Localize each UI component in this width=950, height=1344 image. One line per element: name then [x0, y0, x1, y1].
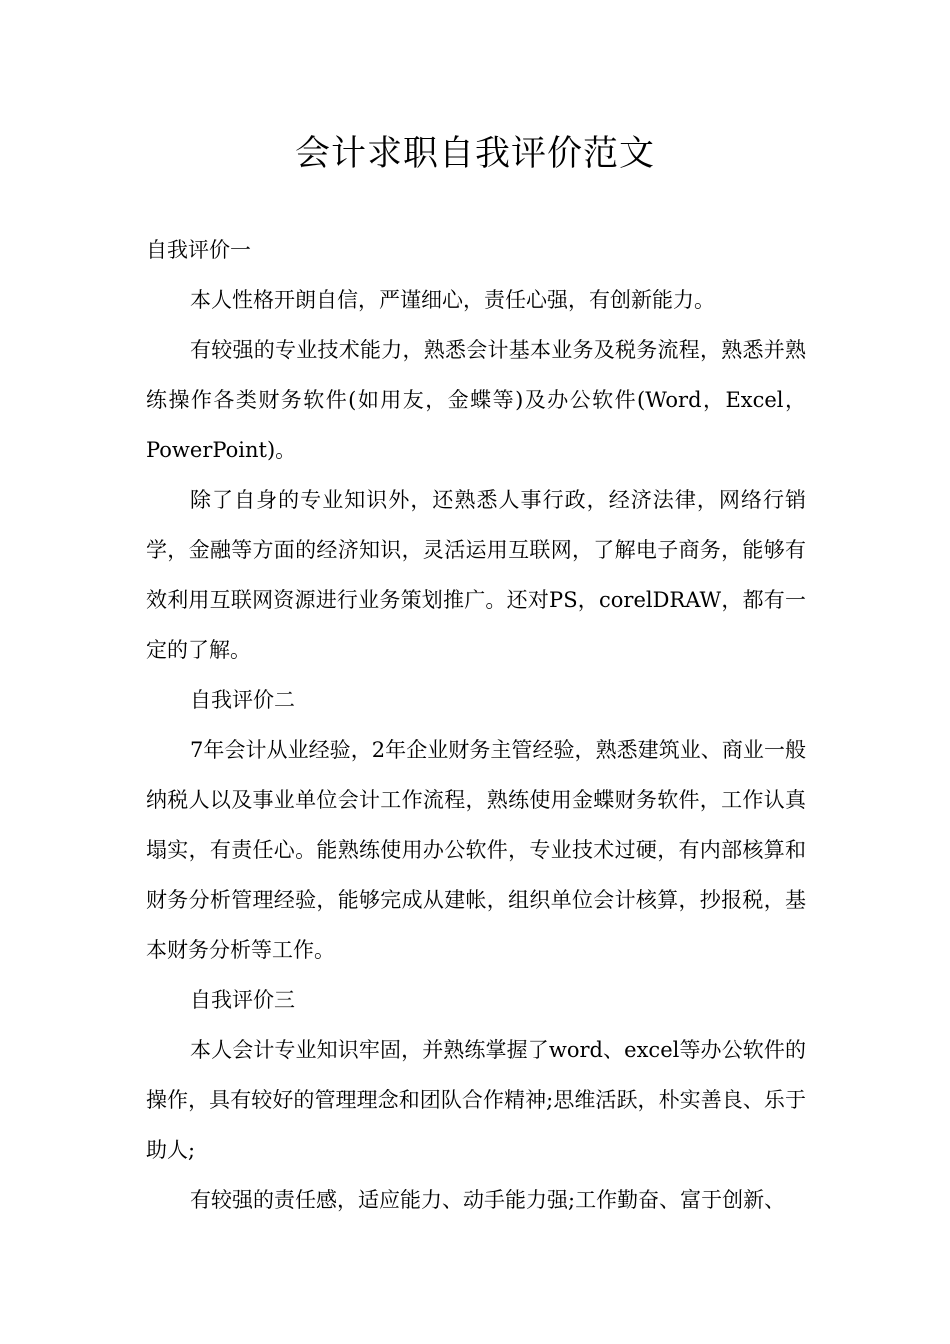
section-heading-3: 自我评价三 — [190, 988, 295, 1012]
paragraph: 有较强的专业技术能力，熟悉会计基本业务及税务流程，熟悉并熟练操作各类财务软件(如用友，金蝶等)及办公软件(Word，Excel，PowerPoint)。 — [146, 338, 806, 462]
paragraph: 7年会计从业经验，2年企业财务主管经验，熟悉建筑业、商业一般纳税人以及事业单位会计工作流程，熟练使用金蝶财务软件，工作认真塌实，有责任心。能熟练使用办公软件，专业技术过硬，有内部核算和财务分析管理经验，能够完成从建帐，组织单位会计核算，抄报税，基本财务分析等工作。 — [146, 738, 806, 962]
paragraph: 本人性格开朗自信，严谨细心，责任心强，有创新能力。 — [190, 288, 715, 312]
section-heading-2: 自我评价二 — [190, 688, 295, 712]
section-heading-1: 自我评价一 — [146, 238, 251, 262]
document-body — [146, 225, 806, 1225]
document-title: 会计求职自我评价范文 — [294, 134, 655, 174]
paragraph: 除了自身的专业知识外，还熟悉人事行政，经济法律，网络行销学，金融等方面的经济知识，灵活运用互联网，了解电子商务，能够有效利用互联网资源进行业务策划推广。还对PS，corelDRAW，都有一定的了解。 — [146, 488, 806, 662]
paragraph: 有较强的责任感，适应能力、动手能力强;工作勤奋、富于创新、 — [190, 1188, 786, 1212]
paragraph: 本人会计专业知识牢固，并熟练掌握了word、excel等办公软件的操作，具有较好的管理理念和团队合作精神;思维活跃，朴实善良、乐于助人; — [146, 1038, 806, 1162]
